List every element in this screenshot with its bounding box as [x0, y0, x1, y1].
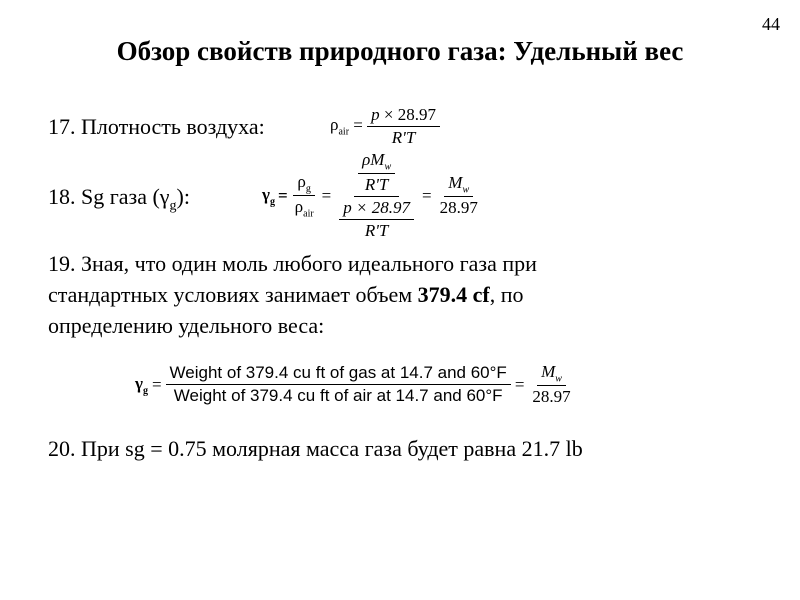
equals-sign: = [422, 185, 432, 205]
item-19-paragraph: 19. Зная, что один моль любого идеального газа при стандартных условиях занимает объем 379.4 cf, по определению удельного веса: [48, 251, 537, 338]
equals-sign: = [321, 185, 332, 205]
molar-mass-fraction: $\frac{M_w}{28.97}$ [439, 173, 478, 218]
gamma-g: $\gamma_g$ [262, 184, 275, 207]
air-density-fraction: $\frac{p \times 28.97}{R'T}$ [367, 105, 440, 148]
equals-sign: = [151, 374, 162, 394]
page-number: 44 [762, 14, 780, 34]
air-density-equation [330, 105, 440, 148]
rho-air: $\rho_{air}$ [330, 115, 350, 138]
equals-sign: = [514, 374, 525, 394]
slide-title: Обзор свойств природного газа: Удельный вес [116, 36, 684, 66]
equals-sign: = [353, 115, 363, 135]
rho-ratio: $\frac{\rho_g}{\rho_{air}}$ [294, 171, 314, 220]
item-17-label: 17. Плотность воздуха: [48, 114, 265, 139]
weight-fraction: $\frac{\text{Weight of 379.4 cu ft of gas at 14.7 and 60°F}}{\text{Weight of 379.4 cu ft of air at 14.7 and 60°F}}$ [166, 363, 511, 406]
weight-ratio-equation [135, 362, 575, 407]
gamma-g: $\gamma_g$ [135, 373, 148, 396]
item-20-text: 20. При sg = 0.75 молярная масса газа будет равна 21.7 lb [48, 436, 583, 461]
molar-mass-fraction: $\frac{M_w}{28.97}$ [532, 362, 571, 407]
compound-fraction: $\frac{\frac{\rho M_w}{R'T}}{\frac{p \times 28.97}{R'T}}$ [335, 150, 418, 241]
item-18-label: 18. Sg газа $(\gamma_g)$: [48, 184, 190, 214]
specific-gravity-equation [262, 150, 482, 241]
equals-sign: = [277, 185, 288, 205]
